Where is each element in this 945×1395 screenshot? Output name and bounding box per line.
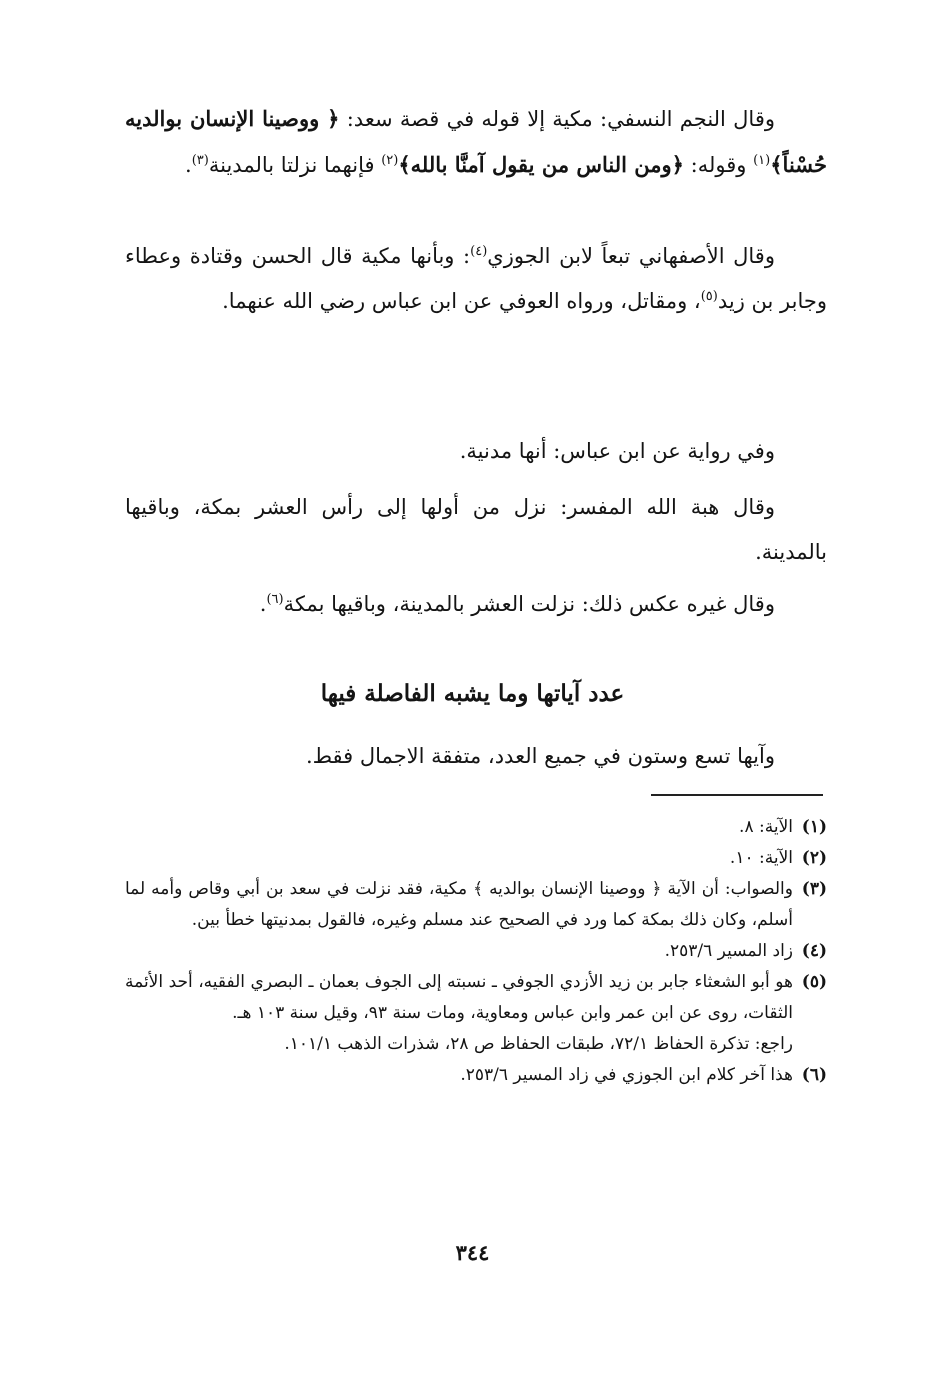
footnote-divider [651,794,823,796]
footnote-marker: (٦) [266,592,284,607]
footnote-text: راجع: تذكرة الحفاظ ٧٢/١، طبقات الحفاظ ص ٢٨، شذرات الذهب ١٠١/١. [284,1034,793,1054]
footnote-number: (٣) [801,879,827,899]
footnote-text: زاد المسير ٢٥٣/٦. [664,941,793,961]
text-run: وقال غيره عكس ذلك: نزلت العشر بالمدينة، وباقيها بمكة [283,592,775,616]
footnote-marker: (١) [753,153,771,168]
page-number: ٣٤٤ [455,1240,490,1265]
paragraph-text [125,96,827,188]
paragraph-after-heading [125,734,827,779]
footnote-number: (١) [801,817,827,837]
footnote [125,1060,827,1091]
footnote-reference [125,1029,827,1060]
text-run: فإنهما نزلتا بالمدينة [208,153,382,177]
paragraph-text [125,234,827,324]
footnote-marker: (٣) [191,153,209,168]
footnote-text: هو أبو الشعثاء جابر بن زيد الأزدي الجوفي ـ نسبته إلى الجوف بعمان ـ البصري الفقيه، أحد الأئمة الثقات، روى عن ابن عمر وابن عباس ومعاوية، ومات سنة ٩٣، وقيل سنة ١٠٣ هـ. [125,972,793,1023]
footnotes [125,812,827,1091]
text-run: : وبأنها مكية قال الحسن وقتادة وعطاء وجابر بن زيد [125,244,827,313]
paragraph-5 [125,582,827,627]
footnote-text: والصواب: أن الآية ﴿ ووصينا الإنسان بوالديه ﴾ مكية، فقد نزلت في سعد بن أبي وقاص وأمه لما أسلم، وكان ذلك بمكة كما ورد في الصحيح عند مسلم وغيره، فالقول بمدنيتها خطأ بين. [125,879,793,930]
text-run: وفي رواية عن ابن عباس: أنها مدنية. [459,439,775,463]
text-run: ، ومقاتل، ورواه العوفي عن ابن عباس رضي الله عنهما. [222,289,701,313]
paragraph-text: وآيها تسع وستون في جميع العدد، متفقة الاجمال فقط. [305,744,775,768]
text-run: وقال النجم النسفي: مكية إلا قوله في قصة سعد: [339,107,775,131]
paragraph-3 [125,429,827,474]
footnote-number: (٤) [801,941,827,961]
footnote [125,967,827,1029]
footnote [125,812,827,843]
footnote-number: (٦) [801,1065,827,1085]
footnote [125,936,827,967]
text-run: . [185,153,192,177]
text-run: وقال هبة الله المفسر: نزل من أولها إلى رأس العشر بمكة، وباقيها بالمدينة. [125,495,827,564]
footnote-text: الآية: ١٠. [729,848,793,868]
footnote-text: هذا آخر كلام ابن الجوزي في زاد المسير ٢٥٣/٦. [460,1065,793,1085]
quran-quote: ﴿ ووصينا الإنسان بوالديه حُسْناً﴾ [125,106,827,177]
text-run: وقال الأصفهاني تبعاً لابن الجوزي [487,244,775,268]
paragraph-text [125,429,827,474]
footnote-marker: (٤) [470,244,488,259]
quran-quote: ﴿ومن الناس من يقول آمنَّا بالله﴾ [398,152,684,177]
paragraph-text [125,582,827,627]
footnote-number: (٢) [801,848,827,868]
text-run: . [259,592,267,616]
text-run: وقوله: [683,153,754,177]
footnote-number: (٥) [801,972,827,992]
paragraph-text [125,485,827,575]
footnote [125,843,827,874]
footnote-marker: (٥) [700,289,718,304]
section-heading: عدد آياتها وما يشبه الفاصلة فيها [320,680,625,707]
footnote-text: الآية: ٨. [739,817,793,837]
paragraph-4 [125,485,827,575]
footnote-marker: (٢) [381,153,399,168]
footnote [125,874,827,936]
paragraph-2 [125,234,827,324]
paragraph-1 [125,96,827,188]
